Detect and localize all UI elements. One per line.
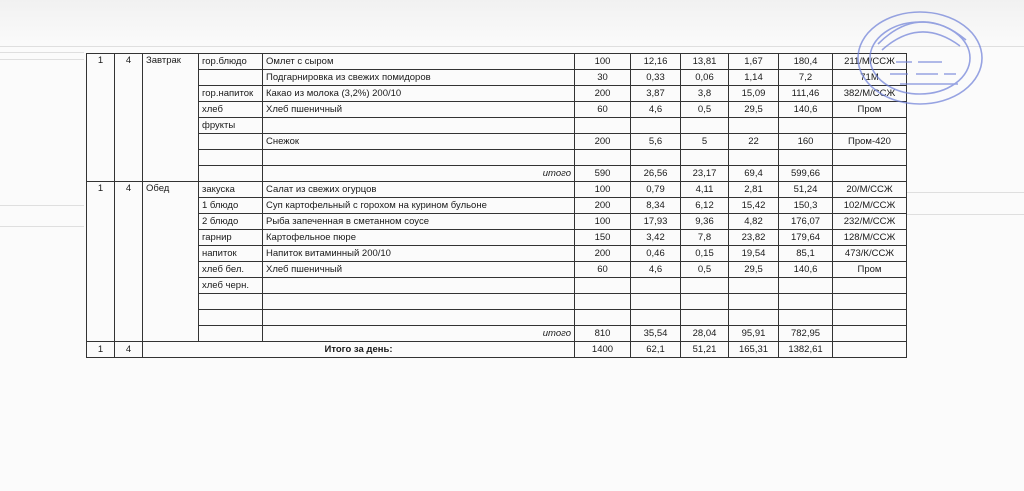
dish-v4 xyxy=(779,294,833,310)
dish-recipe xyxy=(833,294,907,310)
dish-weight: 100 xyxy=(575,214,631,230)
dish-v3: 29,5 xyxy=(729,102,779,118)
section-col1: 1 xyxy=(87,182,115,342)
section-total-v2: 23,17 xyxy=(681,166,729,182)
menu-row xyxy=(87,230,907,246)
dish-v4 xyxy=(779,310,833,326)
dish-v2 xyxy=(681,278,729,294)
dish-v3: 23,82 xyxy=(729,230,779,246)
dish-v3: 15,42 xyxy=(729,198,779,214)
dish-v3 xyxy=(729,294,779,310)
dish-recipe: 102/М/ССЖ xyxy=(833,198,907,214)
dish-v4: 150,3 xyxy=(779,198,833,214)
dish-v3 xyxy=(729,278,779,294)
day-total-col1: 1 xyxy=(87,342,115,358)
dish-recipe xyxy=(833,118,907,134)
dish-v3 xyxy=(729,118,779,134)
dish-v2: 7,8 xyxy=(681,230,729,246)
scan-line xyxy=(0,226,84,227)
dish-v1: 5,6 xyxy=(631,134,681,150)
dish-v4: 51,24 xyxy=(779,182,833,198)
day-total-label: Итого за день: xyxy=(143,342,575,358)
dish-category: 1 блюдо xyxy=(199,198,263,214)
dish-v4: 111,46 xyxy=(779,86,833,102)
dish-v3: 29,5 xyxy=(729,262,779,278)
dish-recipe: 211/М/ССЖ xyxy=(833,54,907,70)
menu-row xyxy=(87,294,907,310)
stamp-seal xyxy=(838,4,988,108)
dish-weight: 60 xyxy=(575,102,631,118)
menu-row xyxy=(87,246,907,262)
dish-recipe: Пром xyxy=(833,262,907,278)
dish-weight: 100 xyxy=(575,182,631,198)
dish-weight xyxy=(575,278,631,294)
menu-row xyxy=(87,54,907,70)
dish-weight: 60 xyxy=(575,262,631,278)
dish-v1: 0,79 xyxy=(631,182,681,198)
dish-v1: 3,42 xyxy=(631,230,681,246)
menu-row xyxy=(87,70,907,86)
scan-line xyxy=(0,59,84,60)
dish-v2 xyxy=(681,150,729,166)
dish-v1: 0,33 xyxy=(631,70,681,86)
dish-v1 xyxy=(631,294,681,310)
dish-weight xyxy=(575,294,631,310)
day-total-v2: 51,21 xyxy=(681,342,729,358)
dish-weight: 200 xyxy=(575,246,631,262)
dish-v4: 180,4 xyxy=(779,54,833,70)
dish-v2: 0,5 xyxy=(681,262,729,278)
dish-v2: 5 xyxy=(681,134,729,150)
dish-v2: 13,81 xyxy=(681,54,729,70)
dish-name: Хлеб пшеничный xyxy=(263,262,575,278)
dish-v2 xyxy=(681,118,729,134)
meal-name: Завтрак xyxy=(143,54,199,182)
dish-name xyxy=(263,278,575,294)
dish-name xyxy=(263,118,575,134)
dish-v1: 17,93 xyxy=(631,214,681,230)
dish-category xyxy=(199,134,263,150)
dish-v3 xyxy=(729,310,779,326)
dish-category: напиток xyxy=(199,246,263,262)
menu-row xyxy=(87,150,907,166)
dish-recipe: 128/М/ССЖ xyxy=(833,230,907,246)
scan-line xyxy=(0,205,84,206)
dish-category xyxy=(199,310,263,326)
section-total-label: итого xyxy=(263,326,575,342)
dish-weight xyxy=(575,150,631,166)
section-total-weight: 590 xyxy=(575,166,631,182)
dish-name: Рыба запеченная в сметанном соусе xyxy=(263,214,575,230)
dish-name xyxy=(263,150,575,166)
section-total-v3: 95,91 xyxy=(729,326,779,342)
dish-v1 xyxy=(631,150,681,166)
dish-v1: 0,46 xyxy=(631,246,681,262)
section-total-row xyxy=(87,166,907,182)
dish-v2: 4,11 xyxy=(681,182,729,198)
dish-weight xyxy=(575,118,631,134)
section-total-v4: 782,95 xyxy=(779,326,833,342)
dish-v4: 7,2 xyxy=(779,70,833,86)
dish-weight: 200 xyxy=(575,198,631,214)
dish-v2: 9,36 xyxy=(681,214,729,230)
day-total-row xyxy=(87,342,907,358)
dish-v4 xyxy=(779,278,833,294)
dish-v2 xyxy=(681,294,729,310)
dish-category: 2 блюдо xyxy=(199,214,263,230)
dish-v3 xyxy=(729,150,779,166)
dish-v4: 179,64 xyxy=(779,230,833,246)
dish-v2: 6,12 xyxy=(681,198,729,214)
section-col2: 4 xyxy=(115,54,143,182)
dish-v2: 0,15 xyxy=(681,246,729,262)
section-col1: 1 xyxy=(87,54,115,182)
dish-recipe: 71М xyxy=(833,70,907,86)
dish-v1: 12,16 xyxy=(631,54,681,70)
dish-name: Снежок xyxy=(263,134,575,150)
meal-name: Обед xyxy=(143,182,199,342)
dish-v1: 4,6 xyxy=(631,262,681,278)
dish-v1 xyxy=(631,118,681,134)
menu-table xyxy=(86,53,907,358)
dish-v2 xyxy=(681,310,729,326)
dish-name xyxy=(263,294,575,310)
menu-row xyxy=(87,102,907,118)
dish-v1: 8,34 xyxy=(631,198,681,214)
dish-v4: 176,07 xyxy=(779,214,833,230)
dish-v1: 4,6 xyxy=(631,102,681,118)
dish-recipe: Пром xyxy=(833,102,907,118)
menu-row xyxy=(87,262,907,278)
dish-recipe: 382/М/ССЖ xyxy=(833,86,907,102)
stamp-text-arc xyxy=(882,32,960,50)
dish-v3: 1,67 xyxy=(729,54,779,70)
scan-line xyxy=(906,214,1024,215)
day-total-v3: 165,31 xyxy=(729,342,779,358)
section-total-recipe xyxy=(833,326,907,342)
dish-recipe xyxy=(833,278,907,294)
dish-recipe: 232/М/ССЖ xyxy=(833,214,907,230)
dish-weight xyxy=(575,310,631,326)
dish-v3: 22 xyxy=(729,134,779,150)
stamp-outer-ring xyxy=(858,12,982,104)
section-col2: 4 xyxy=(115,182,143,342)
dish-v1 xyxy=(631,278,681,294)
dish-category: гор.напиток xyxy=(199,86,263,102)
dish-category: хлеб xyxy=(199,102,263,118)
dish-category xyxy=(199,150,263,166)
dish-name: Напиток витаминный 200/10 xyxy=(263,246,575,262)
dish-name: Хлеб пшеничный xyxy=(263,102,575,118)
dish-v2: 0,5 xyxy=(681,102,729,118)
dish-name xyxy=(263,310,575,326)
dish-category: гор.блюдо xyxy=(199,54,263,70)
dish-v4 xyxy=(779,150,833,166)
dish-recipe xyxy=(833,150,907,166)
dish-v4 xyxy=(779,118,833,134)
dish-v4: 140,6 xyxy=(779,102,833,118)
dish-v3: 2,81 xyxy=(729,182,779,198)
dish-name: Омлет с сыром xyxy=(263,54,575,70)
dish-name: Картофельное пюре xyxy=(263,230,575,246)
section-total-v1: 35,54 xyxy=(631,326,681,342)
menu-row xyxy=(87,278,907,294)
day-total-v4: 1382,61 xyxy=(779,342,833,358)
menu-row xyxy=(87,86,907,102)
dish-v1 xyxy=(631,310,681,326)
day-total-weight: 1400 xyxy=(575,342,631,358)
section-total-v1: 26,56 xyxy=(631,166,681,182)
dish-weight: 150 xyxy=(575,230,631,246)
dish-category: хлеб черн. xyxy=(199,278,263,294)
section-total-row xyxy=(87,326,907,342)
menu-row xyxy=(87,198,907,214)
dish-v2: 0,06 xyxy=(681,70,729,86)
scan-line xyxy=(906,192,1024,193)
dish-weight: 200 xyxy=(575,134,631,150)
menu-row xyxy=(87,134,907,150)
dish-category: хлеб бел. xyxy=(199,262,263,278)
section-total-category xyxy=(199,326,263,342)
dish-v4: 160 xyxy=(779,134,833,150)
dish-weight: 30 xyxy=(575,70,631,86)
dish-v4: 85,1 xyxy=(779,246,833,262)
day-total-v1: 62,1 xyxy=(631,342,681,358)
dish-name: Салат из свежих огурцов xyxy=(263,182,575,198)
dish-category: гарнир xyxy=(199,230,263,246)
menu-row xyxy=(87,182,907,198)
day-total-recipe xyxy=(833,342,907,358)
menu-table-body xyxy=(87,54,907,358)
dish-v3: 4,82 xyxy=(729,214,779,230)
dish-recipe xyxy=(833,310,907,326)
dish-v2: 3,8 xyxy=(681,86,729,102)
menu-row xyxy=(87,310,907,326)
dish-category: закуска xyxy=(199,182,263,198)
dish-v4: 140,6 xyxy=(779,262,833,278)
section-total-label: итого xyxy=(263,166,575,182)
day-total-col2: 4 xyxy=(115,342,143,358)
dish-name: Подгарнировка из свежих помидоров xyxy=(263,70,575,86)
section-total-category xyxy=(199,166,263,182)
dish-weight: 200 xyxy=(575,86,631,102)
dish-recipe: 473/К/ССЖ xyxy=(833,246,907,262)
dish-v3: 15,09 xyxy=(729,86,779,102)
section-total-weight: 810 xyxy=(575,326,631,342)
dish-category xyxy=(199,70,263,86)
dish-recipe: 20/М/ССЖ xyxy=(833,182,907,198)
menu-row xyxy=(87,118,907,134)
dish-v1: 3,87 xyxy=(631,86,681,102)
dish-recipe: Пром-420 xyxy=(833,134,907,150)
section-total-v4: 599,66 xyxy=(779,166,833,182)
scan-line xyxy=(0,52,84,53)
section-total-recipe xyxy=(833,166,907,182)
section-total-v2: 28,04 xyxy=(681,326,729,342)
menu-row xyxy=(87,214,907,230)
dish-name: Суп картофельный с горохом на курином бульоне xyxy=(263,198,575,214)
dish-v3: 1,14 xyxy=(729,70,779,86)
dish-v3: 19,54 xyxy=(729,246,779,262)
section-total-v3: 69,4 xyxy=(729,166,779,182)
dish-name: Какао из молока (3,2%) 200/10 xyxy=(263,86,575,102)
dish-category: фрукты xyxy=(199,118,263,134)
dish-category xyxy=(199,294,263,310)
dish-weight: 100 xyxy=(575,54,631,70)
